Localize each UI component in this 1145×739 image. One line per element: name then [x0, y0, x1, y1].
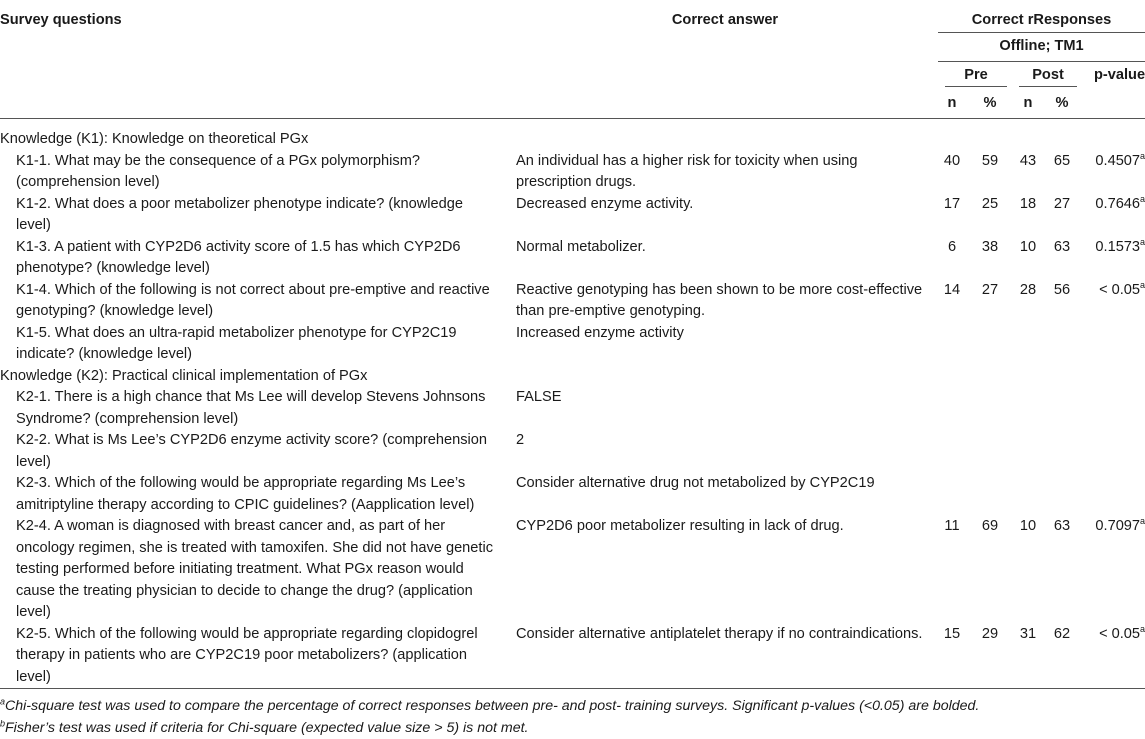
pre-percent-cell: 29 [981, 625, 999, 642]
answer-cell: Decreased enzyme activity. [516, 195, 694, 212]
post-n-cell [1014, 473, 1042, 516]
answer-cell: FALSE [516, 389, 562, 405]
question-cell: K1-4. Which of the following is not correct about pre-emptive and reactive genotyping? (knowledge level) [16, 281, 490, 319]
post-n-cell: 10 [1019, 238, 1037, 255]
answer-cell: CYP2D6 poor metabolizer resulting in lack of drug. [516, 518, 844, 534]
post-percent-cell: 65 [1053, 152, 1071, 169]
post-n-cell [1014, 387, 1042, 430]
post-n-cell [1014, 323, 1042, 366]
p-value-cell: < 0.05$^a$ [1099, 623, 1145, 642]
header-survey-questions: Survey questions [0, 12, 122, 28]
pre-percent-cell: 59 [981, 152, 999, 169]
pre-n-cell [938, 323, 966, 366]
pre-n-cell: 14 [943, 281, 961, 298]
pre-percent-cell [966, 430, 1014, 473]
pre-n-cell: 11 [944, 518, 960, 534]
header-offline-tm1: Offline; TM1 [938, 33, 1145, 62]
pre-percent-cell: 38 [981, 238, 999, 255]
pre-percent-cell [966, 473, 1014, 516]
section-title: Knowledge (K1): Knowledge on theoretical PGx [0, 131, 309, 147]
header-p-value: p-value [1093, 67, 1145, 84]
header-pre-percent: % [983, 95, 997, 112]
pre-n-cell [938, 473, 966, 516]
footnotes [0, 689, 1145, 739]
answer-cell: Increased enzyme activity [516, 324, 684, 341]
p-value-cell [1082, 387, 1145, 430]
answer-cell: Consider alternative antiplatelet therapy if no contraindications. [516, 625, 923, 642]
footnote-a: $^a$Chi-square test was used to compare the percentage of correct responses between pre- and post- training surveys. Significant p-values (<0.05) are bolded. [0, 696, 980, 714]
table-row [0, 237, 1145, 280]
p-value-cell: 0.7646$^a$ [1095, 193, 1145, 212]
p-value-cell: < 0.05$^a$ [1099, 279, 1145, 298]
pre-n-cell: 6 [947, 238, 957, 255]
answer-cell: An individual has a higher risk for toxicity when using prescription drugs. [516, 152, 858, 190]
post-percent-cell: 27 [1053, 195, 1071, 212]
header-pre-n: n [947, 95, 957, 112]
header-correct-responses: Correct rResponses [938, 0, 1145, 33]
question-cell: K2-5. Which of the following would be appropriate regarding clopidogrel therapy in patients who are CYP2C19 poor metabolizers? (application level) [16, 625, 478, 685]
table-row [0, 387, 1145, 430]
table-row [0, 280, 1145, 323]
table-row [0, 624, 1145, 689]
section-row [0, 366, 1145, 388]
table-row [0, 430, 1145, 473]
p-value-cell: 0.1573$^a$ [1095, 236, 1145, 255]
question-cell: K2-3. Which of the following would be appropriate regarding Ms Lee’s amitriptyline therapy according to CPIC guidelines? (Aapplication level) [16, 475, 475, 513]
pre-n-cell [938, 430, 966, 473]
pre-percent-cell: 27 [981, 281, 999, 298]
answer-cell: Reactive genotyping has been shown to be more cost-effective than pre-emptive genotyping. [516, 281, 923, 319]
pre-n-cell: 40 [943, 152, 961, 169]
pre-n-cell: 15 [943, 625, 961, 642]
post-percent-cell: 62 [1053, 625, 1071, 642]
question-cell: K1-1. What may be the consequence of a PGx polymorphism? (comprehension level) [16, 152, 420, 190]
table-row [0, 323, 1145, 366]
post-percent-cell: 56 [1053, 281, 1071, 298]
header-post: Post [1014, 62, 1082, 91]
p-value-cell [1082, 323, 1145, 366]
pre-percent-cell [966, 387, 1014, 430]
post-percent-cell [1042, 323, 1082, 366]
section-title: Knowledge (K2): Practical clinical implementation of PGx [0, 367, 368, 384]
pre-percent-cell: 69 [981, 518, 999, 534]
header-post-n: n [1023, 95, 1033, 112]
header-pre: Pre [938, 62, 1014, 91]
question-cell: K1-5. What does an ultra-rapid metabolizer phenotype for CYP2C19 indicate? (knowledge level) [16, 324, 457, 362]
section-row [0, 119, 1145, 151]
table-header [0, 0, 1145, 119]
p-value-cell: 0.7097$^a$ [1095, 516, 1145, 534]
pre-n-cell [938, 387, 966, 430]
post-n-cell: 28 [1019, 281, 1037, 298]
post-percent-cell [1042, 430, 1082, 473]
post-n-cell: 18 [1019, 195, 1037, 212]
post-n-cell: 31 [1019, 625, 1037, 642]
post-percent-cell: 63 [1053, 518, 1071, 534]
p-value-cell: 0.4507$^a$ [1095, 150, 1145, 169]
post-n-cell [1014, 430, 1042, 473]
pre-percent-cell [966, 323, 1014, 366]
question-cell: K1-3. A patient with CYP2D6 activity score of 1.5 has which CYP2D6 phenotype? (knowledge level) [16, 238, 461, 276]
question-cell: K2-4. A woman is diagnosed with breast cancer and, as part of her oncology regimen, she is treated with tamoxifen. She did not have genetic testing performed before initiating treatment. What PGx reason would cause the treating physician to decide to change the drug? (application level) [16, 518, 494, 620]
table-body [0, 119, 1145, 689]
p-value-cell [1082, 430, 1145, 473]
header-correct-answer: Correct answer [671, 12, 779, 28]
question-cell: K1-2. What does a poor metabolizer phenotype indicate? (knowledge level) [16, 195, 464, 233]
header-post-percent: % [1055, 95, 1069, 112]
p-value-cell [1082, 473, 1145, 516]
post-percent-cell [1042, 387, 1082, 430]
answer-cell: Normal metabolizer. [516, 238, 646, 255]
pre-percent-cell: 25 [981, 195, 999, 212]
answer-cell: Consider alternative drug not metabolized by CYP2C19 [516, 475, 875, 491]
table-row [0, 473, 1145, 516]
table-row [0, 151, 1145, 194]
post-n-cell: 10 [1019, 518, 1037, 534]
table-row [0, 194, 1145, 237]
question-cell: K2-1. There is a high chance that Ms Lee will develop Stevens Johnsons Syndrome? (comprehension level) [16, 389, 486, 427]
post-percent-cell: 63 [1053, 238, 1071, 255]
post-percent-cell [1042, 473, 1082, 516]
answer-cell: 2 [516, 432, 525, 448]
table-row [0, 516, 1145, 624]
post-n-cell: 43 [1019, 152, 1037, 169]
pre-n-cell: 17 [943, 195, 961, 212]
footnote-b: $^b$Fisher’s test was used if criteria for Chi-square (expected value size > 5) is not met. [0, 718, 529, 736]
question-cell: K2-2. What is Ms Lee’s CYP2D6 enzyme activity score? (comprehension level) [16, 432, 487, 470]
